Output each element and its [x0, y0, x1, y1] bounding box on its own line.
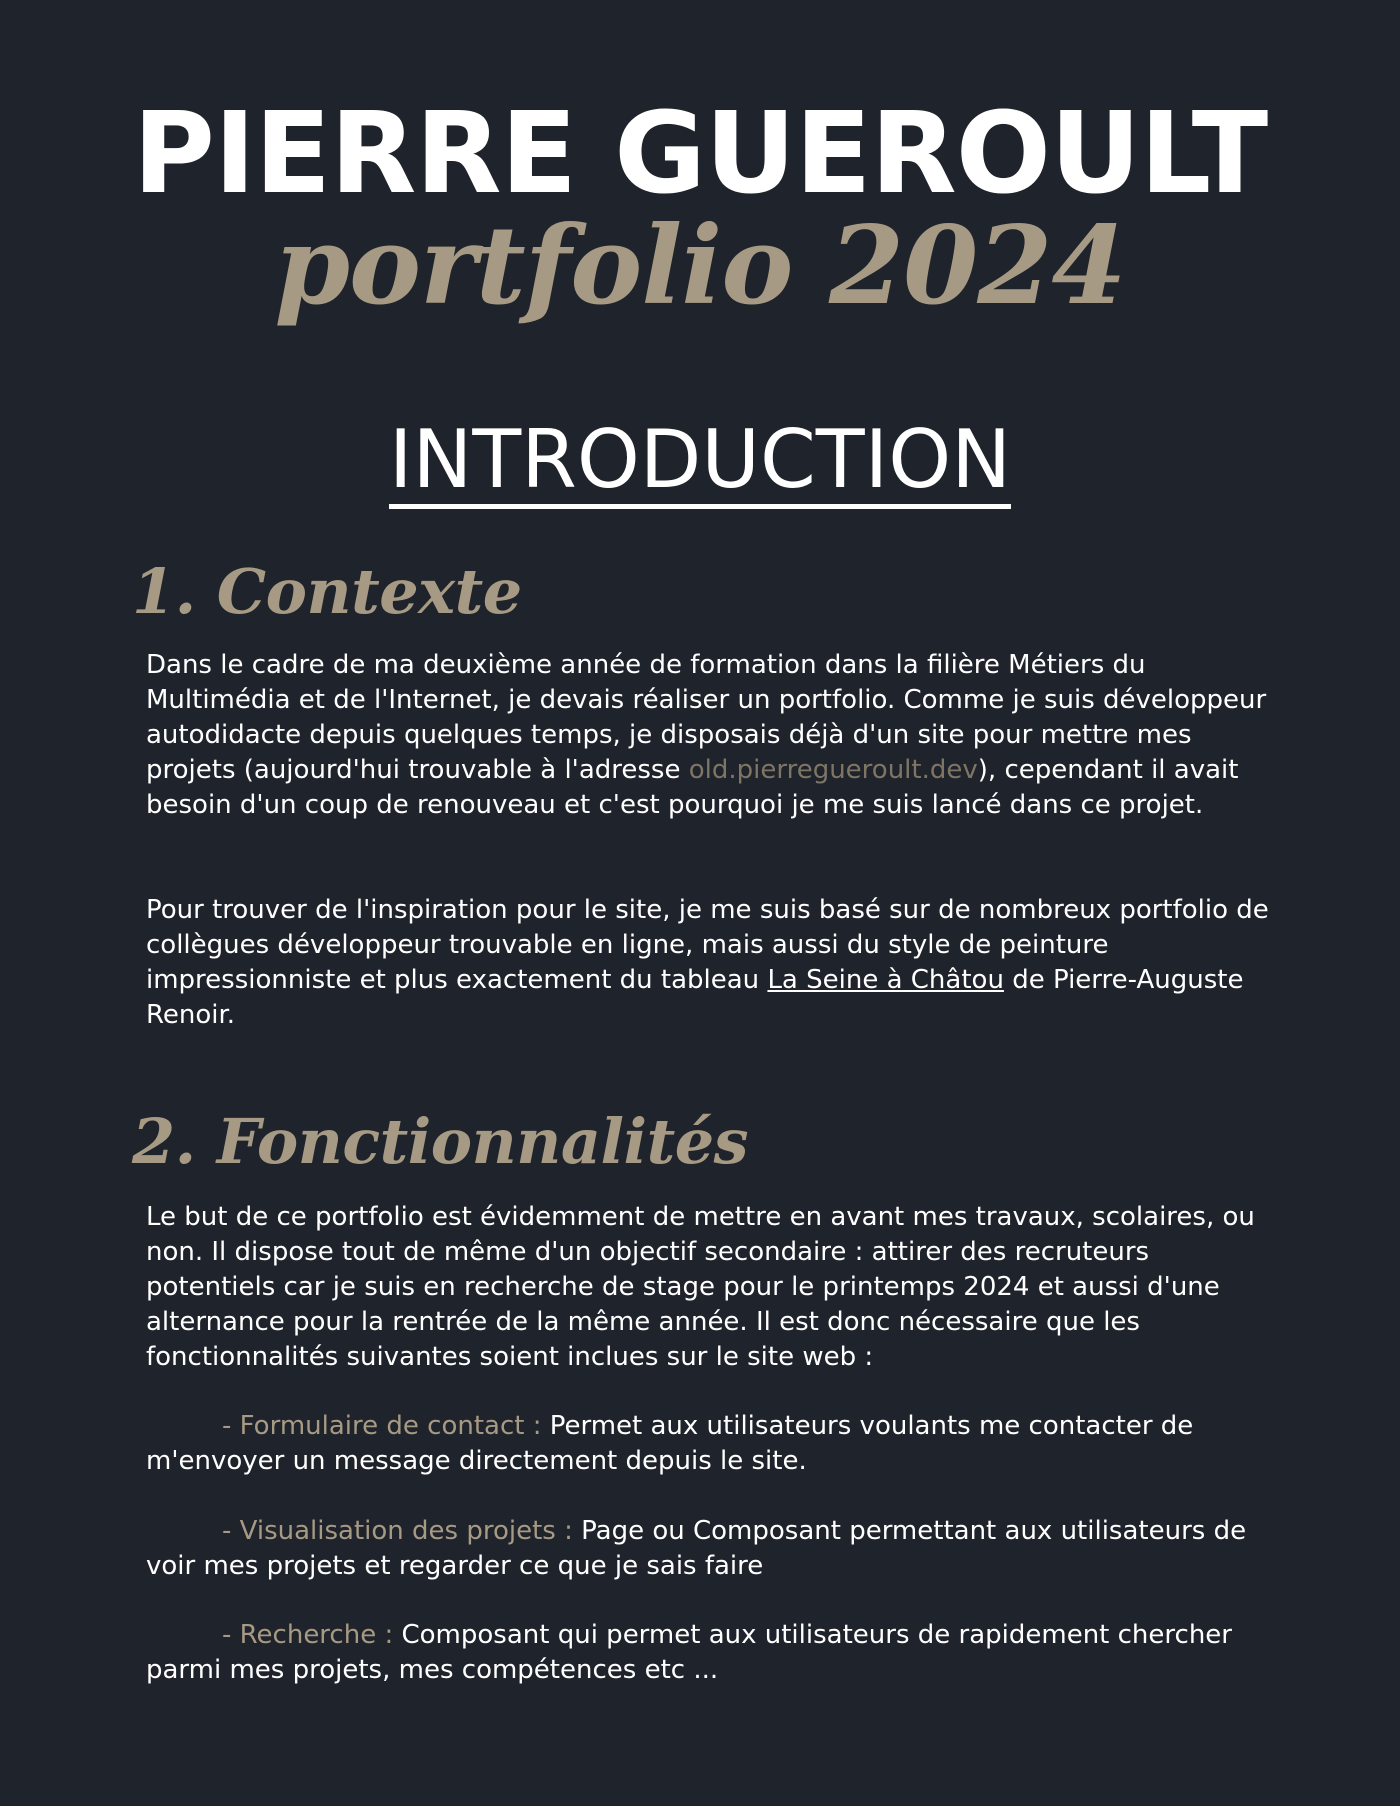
- author-name: PIERRE GUEROULT: [132, 89, 1268, 219]
- section-title-fonctionnalites: 2. Fonctionnalités: [132, 1105, 749, 1178]
- feature-item-contact: [146, 1409, 1276, 1479]
- feature-item-search: [146, 1618, 1276, 1688]
- painting-link[interactable]: La Seine à Châtou: [767, 965, 1004, 995]
- feature-label: - Formulaire de contact :: [222, 1411, 550, 1441]
- portfolio-subtitle: portfolio 2024: [274, 203, 1126, 329]
- contexte-paragraph-2: [146, 893, 1276, 1033]
- feature-text: Page ou Composant permettant aux utilisateurs de voir mes projets et regarder ce que je sais faire: [146, 1516, 1247, 1581]
- feature-label: - Recherche :: [222, 1620, 402, 1650]
- feature-item-projects: [146, 1514, 1276, 1584]
- feature-label: - Visualisation des projets :: [222, 1516, 582, 1546]
- text: Dans le cadre de ma deuxième année de formation dans la filière Métiers du Multimédia et de l'Internet, je devais réaliser un portfolio. Comme je suis développeur autodidacte depuis quelques temps, je disposais déjà d'un site pour mettre mes projets (aujourd'hui trouvable à l'adresse: [146, 650, 1267, 785]
- intro-heading: INTRODUCTION: [389, 418, 1011, 509]
- text: ), cependant il avait besoin d'un coup de renouveau et c'est pourquoi je me suis lancé dans ce projet.: [146, 755, 1239, 820]
- intro-heading-wrapper: [0, 412, 1400, 509]
- old-site-link[interactable]: old.pierregueroult.dev: [688, 755, 978, 785]
- contexte-paragraph-1: [146, 648, 1276, 823]
- fonctionnalites-paragraph: Le but de ce portfolio est évidemment de mettre en avant mes travaux, scolaires, ou non. Il dispose tout de même d'un objectif secondaire : attirer des recruteurs potentiels car je suis en recherche de stage pour le printemps 2024 et aussi d'une alternance pour la rentrée de la même année. Il est donc nécessaire que les fonctionnalités suivantes soient inclues sur le site web :: [146, 1202, 1255, 1372]
- section-title-contexte: 1. Contexte: [132, 555, 522, 628]
- feature-text: Composant qui permet aux utilisateurs de rapidement chercher parmi mes projets, mes compétences etc ...: [146, 1620, 1232, 1685]
- text: Pour trouver de l'inspiration pour le site, je me suis basé sur de nombreux portfolio de collègues développeur trouvable en ligne, mais aussi du style de peinture impressionniste et plus exactement du tableau: [146, 895, 1269, 995]
- feature-text: Permet aux utilisateurs voulants me contacter de m'envoyer un message directement depuis le site.: [146, 1411, 1194, 1476]
- text: de Pierre-Auguste Renoir.: [146, 965, 1244, 1030]
